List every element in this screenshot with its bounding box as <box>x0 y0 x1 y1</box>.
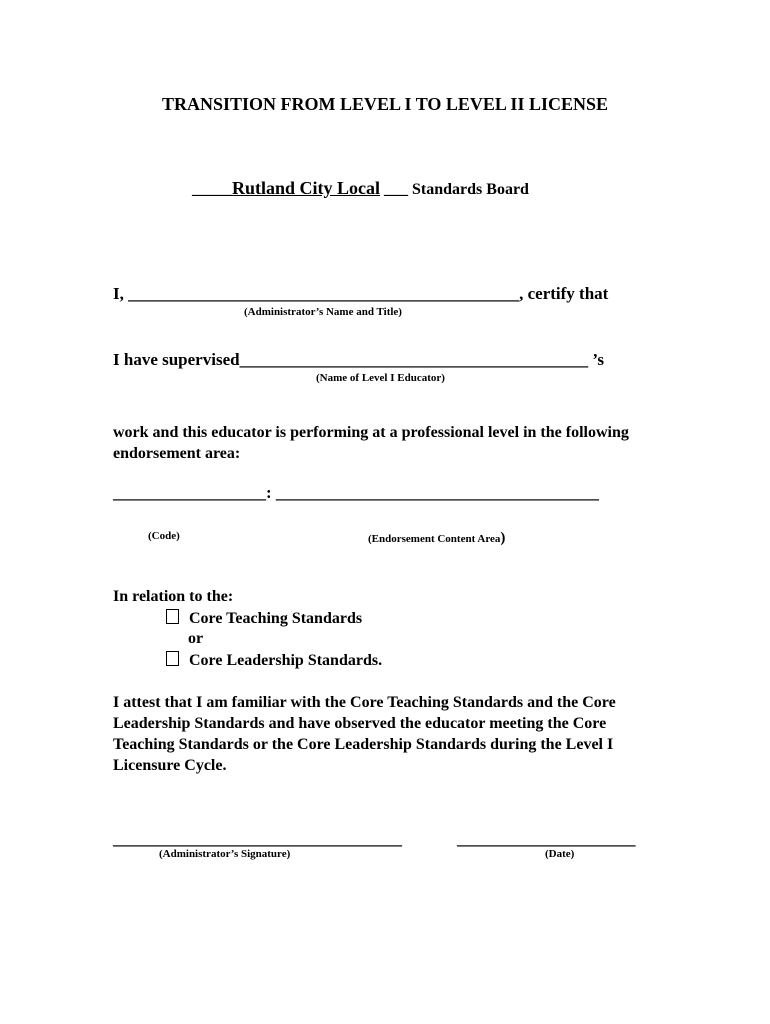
endorsement-area-caption-close: ) <box>500 530 506 546</box>
district-name: Rutland City Local <box>232 178 381 198</box>
standards-board-label: Standards Board <box>412 181 529 198</box>
supervised-label: I have supervised <box>113 350 240 369</box>
educator-name-blank[interactable]: _________________________________________ <box>239 350 589 369</box>
educator-name-caption: (Name of Level I Educator) <box>316 372 445 384</box>
option-core-teaching[interactable] <box>166 609 362 628</box>
checkbox-core-leadership[interactable] <box>166 651 179 666</box>
option-or: or <box>188 630 204 647</box>
endorsement-area-caption-text: (Endorsement Content Area <box>368 533 501 545</box>
checkbox-core-teaching[interactable] <box>166 609 179 624</box>
option-core-teaching-label: Core Teaching Standards <box>189 610 363 627</box>
endorsement-area-caption <box>368 530 505 547</box>
code-caption: (Code) <box>148 530 180 542</box>
certify-line[interactable]: I, ______________________________________________, certify that <box>113 284 609 303</box>
date-caption: (Date) <box>545 848 575 860</box>
standards-board-line <box>192 178 529 199</box>
option-core-leadership-label: Core Leadership Standards. <box>189 652 383 669</box>
district-prefix-blank: _____ <box>192 181 232 198</box>
option-core-leadership[interactable] <box>166 651 382 670</box>
date-line[interactable]: _____________________ <box>457 829 636 848</box>
attestation-paragraph: I attest that I am familiar with the Core Teaching Standards and the Core Leadership Standards and have observed the educator meeting the Core Teaching Standards or the Core Leadership Standards during the Level I Licensure Cycle. <box>113 694 616 774</box>
signature-caption: (Administrator’s Signature) <box>159 848 291 860</box>
administrator-name-caption: (Administrator’s Name and Title) <box>244 306 402 318</box>
signature-line[interactable]: __________________________________ <box>113 829 402 848</box>
district-suffix-blank: ___ <box>384 181 409 198</box>
relation-heading: In relation to the: <box>113 588 234 605</box>
endorsement-line[interactable]: __________________: ______________________________________ <box>113 483 599 502</box>
work-statement: work and this educator is performing at a professional level in the following endorsement area: <box>113 424 629 462</box>
supervised-line <box>113 350 604 370</box>
document-title: TRANSITION FROM LEVEL I TO LEVEL II LICENSE <box>162 94 608 114</box>
possessive-suffix: ’s <box>592 350 604 369</box>
